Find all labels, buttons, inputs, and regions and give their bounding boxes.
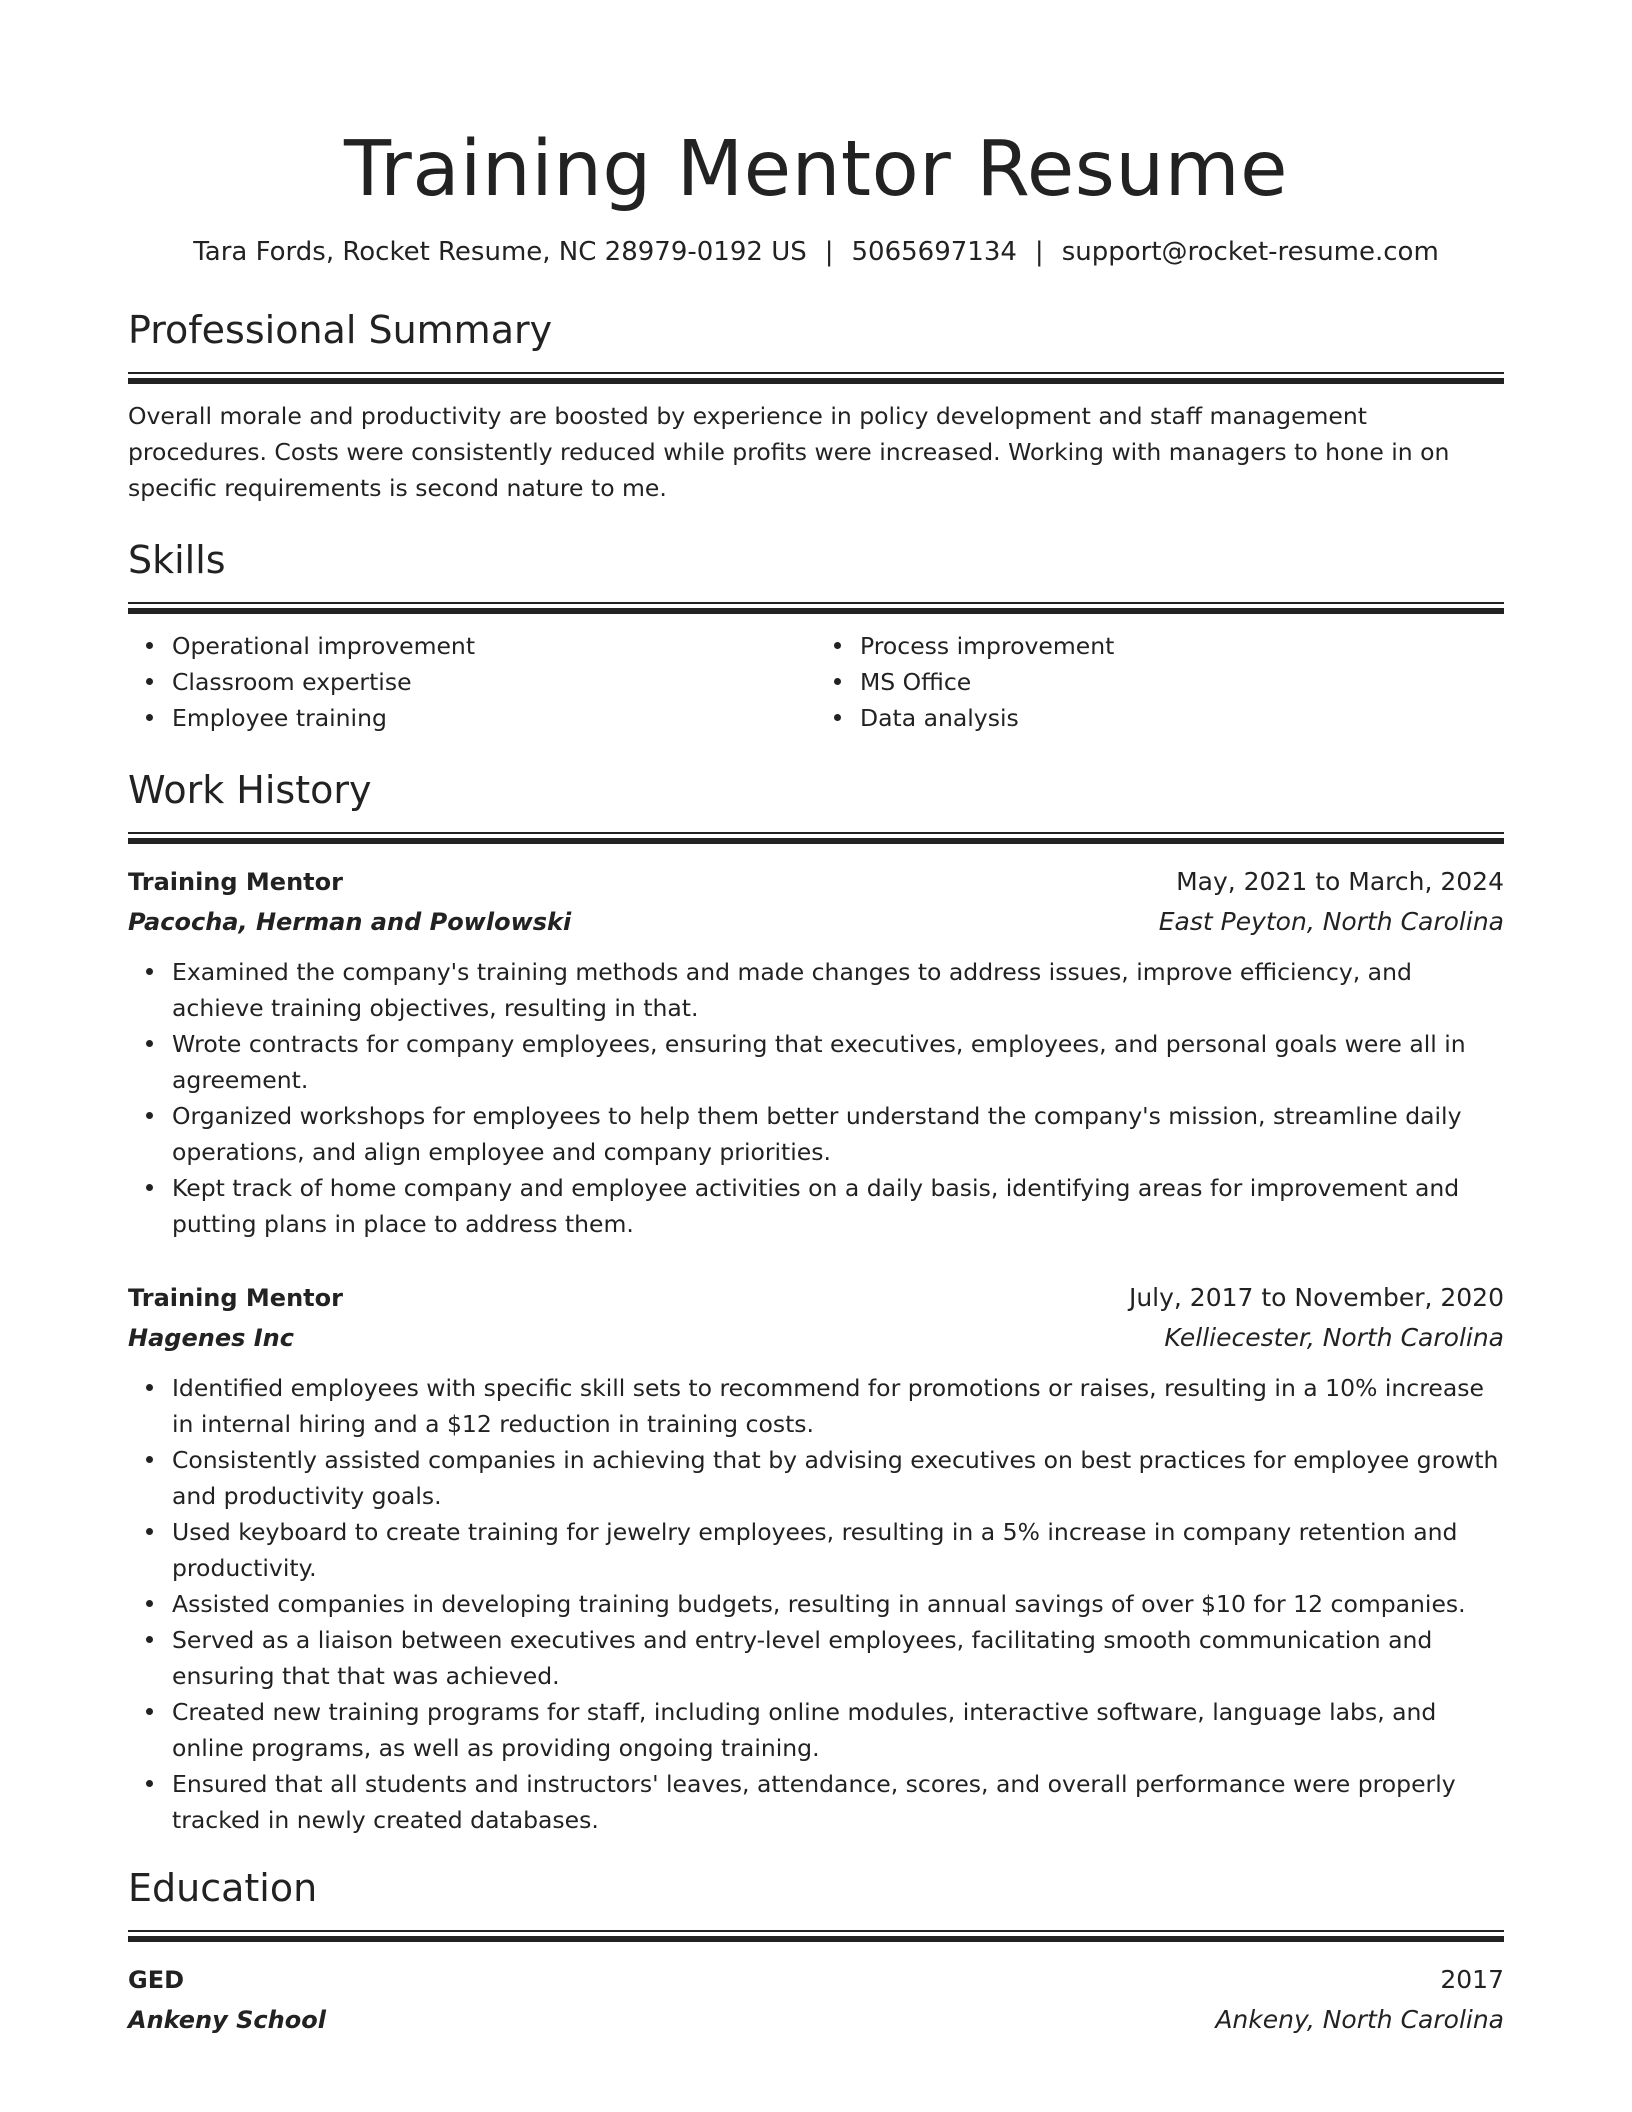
job-title: Training Mentor <box>128 868 343 896</box>
summary-section <box>128 306 1504 506</box>
contact-address: Tara Fords, Rocket Resume, NC 28979-0192 US <box>193 237 807 267</box>
job-location: East Peyton, North Carolina <box>1158 907 1504 936</box>
skill-item: Data analysis <box>860 700 1504 736</box>
education-header-row <box>128 1960 1504 2000</box>
job-bullet: Served as a liaison between executives and entry-level employees, facilitating smooth communication and ensuring that that was achieved. <box>172 1622 1504 1694</box>
job-company: Pacocha, Herman and Powlowski <box>128 908 572 936</box>
summary-text: Overall morale and productivity are boosted by experience in policy development and staff management procedures. Costs were consistently reduced while profits were increased. Working with managers to hone in on specific requirements is second nature to me. <box>128 402 1450 502</box>
job-subheader-row <box>128 1318 1504 1358</box>
job-location: Kelliecester, North Carolina <box>1164 1323 1504 1352</box>
skill-item: Classroom expertise <box>172 664 816 700</box>
education-school: Ankeny School <box>128 2006 326 2034</box>
skills-column-left <box>128 628 816 736</box>
skills-heading: Skills <box>128 538 226 582</box>
contact-line <box>128 234 1504 270</box>
skill-item: Employee training <box>172 700 816 736</box>
section-divider <box>128 832 1504 844</box>
education-year: 2017 <box>1440 1965 1504 1994</box>
job-title: Training Mentor <box>128 1284 343 1312</box>
contact-email: support@rocket-resume.com <box>1061 237 1439 267</box>
skill-item: MS Office <box>860 664 1504 700</box>
job-bullet: Consistently assisted companies in achieving that by advising executives on best practices for employee growth and productivity goals. <box>172 1442 1504 1514</box>
summary-heading: Professional Summary <box>128 308 553 352</box>
job-dates: May, 2021 to March, 2024 <box>1176 867 1504 896</box>
job-bullets <box>128 1370 1504 1838</box>
section-divider <box>128 1930 1504 1942</box>
education-heading: Education <box>128 1866 318 1910</box>
job-subheader-row <box>128 902 1504 942</box>
section-divider <box>128 372 1504 384</box>
education-degree: GED <box>128 1966 185 1994</box>
contact-separator: | <box>824 237 834 267</box>
education-location: Ankeny, North Carolina <box>1215 2005 1504 2034</box>
education-entry <box>128 1960 1504 2040</box>
section-divider <box>128 602 1504 614</box>
job-bullet: Assisted companies in developing training budgets, resulting in annual savings of over $10 for 12 companies. <box>172 1586 1504 1622</box>
contact-phone: 5065697134 <box>851 237 1017 267</box>
skills-column-right <box>816 628 1504 736</box>
education-section <box>128 1864 1504 2040</box>
job-bullet: Examined the company's training methods and made changes to address issues, improve efficiency, and achieve training objectives, resulting in that. <box>172 954 1504 1026</box>
job-bullet: Identified employees with specific skill sets to recommend for promotions or raises, resulting in a 10% increase in internal hiring and a $12 reduction in training costs. <box>172 1370 1504 1442</box>
contact-separator: | <box>1034 237 1044 267</box>
job-dates: July, 2017 to November, 2020 <box>1128 1283 1504 1312</box>
education-subheader-row <box>128 2000 1504 2040</box>
job-bullet: Organized workshops for employees to help them better understand the company's mission, streamline daily operations, and align employee and company priorities. <box>172 1098 1504 1170</box>
job-bullet: Ensured that all students and instructors' leaves, attendance, scores, and overall performance were properly tracked in newly created databases. <box>172 1766 1504 1838</box>
job-bullet: Used keyboard to create training for jewelry employees, resulting in a 5% increase in company retention and productivity. <box>172 1514 1504 1586</box>
skill-item: Operational improvement <box>172 628 816 664</box>
resume-page <box>128 0 1504 2040</box>
resume-title: Training Mentor Resume <box>343 125 1289 214</box>
work-history-heading: Work History <box>128 768 372 812</box>
job-bullets <box>128 954 1504 1242</box>
job-header-row <box>128 862 1504 902</box>
work-history-section <box>128 766 1504 1838</box>
job-bullet: Created new training programs for staff, including online modules, interactive software, language labs, and online programs, as well as providing ongoing training. <box>172 1694 1504 1766</box>
job-bullet: Wrote contracts for company employees, ensuring that executives, employees, and personal goals were all in agreement. <box>172 1026 1504 1098</box>
skills-grid <box>128 628 1504 736</box>
skills-section <box>128 536 1504 736</box>
job-company: Hagenes Inc <box>128 1324 294 1352</box>
job-header-row <box>128 1278 1504 1318</box>
job-entry <box>128 1278 1504 1838</box>
job-entry <box>128 862 1504 1242</box>
skill-item: Process improvement <box>860 628 1504 664</box>
job-bullet: Kept track of home company and employee activities on a daily basis, identifying areas for improvement and putting plans in place to address them. <box>172 1170 1504 1242</box>
